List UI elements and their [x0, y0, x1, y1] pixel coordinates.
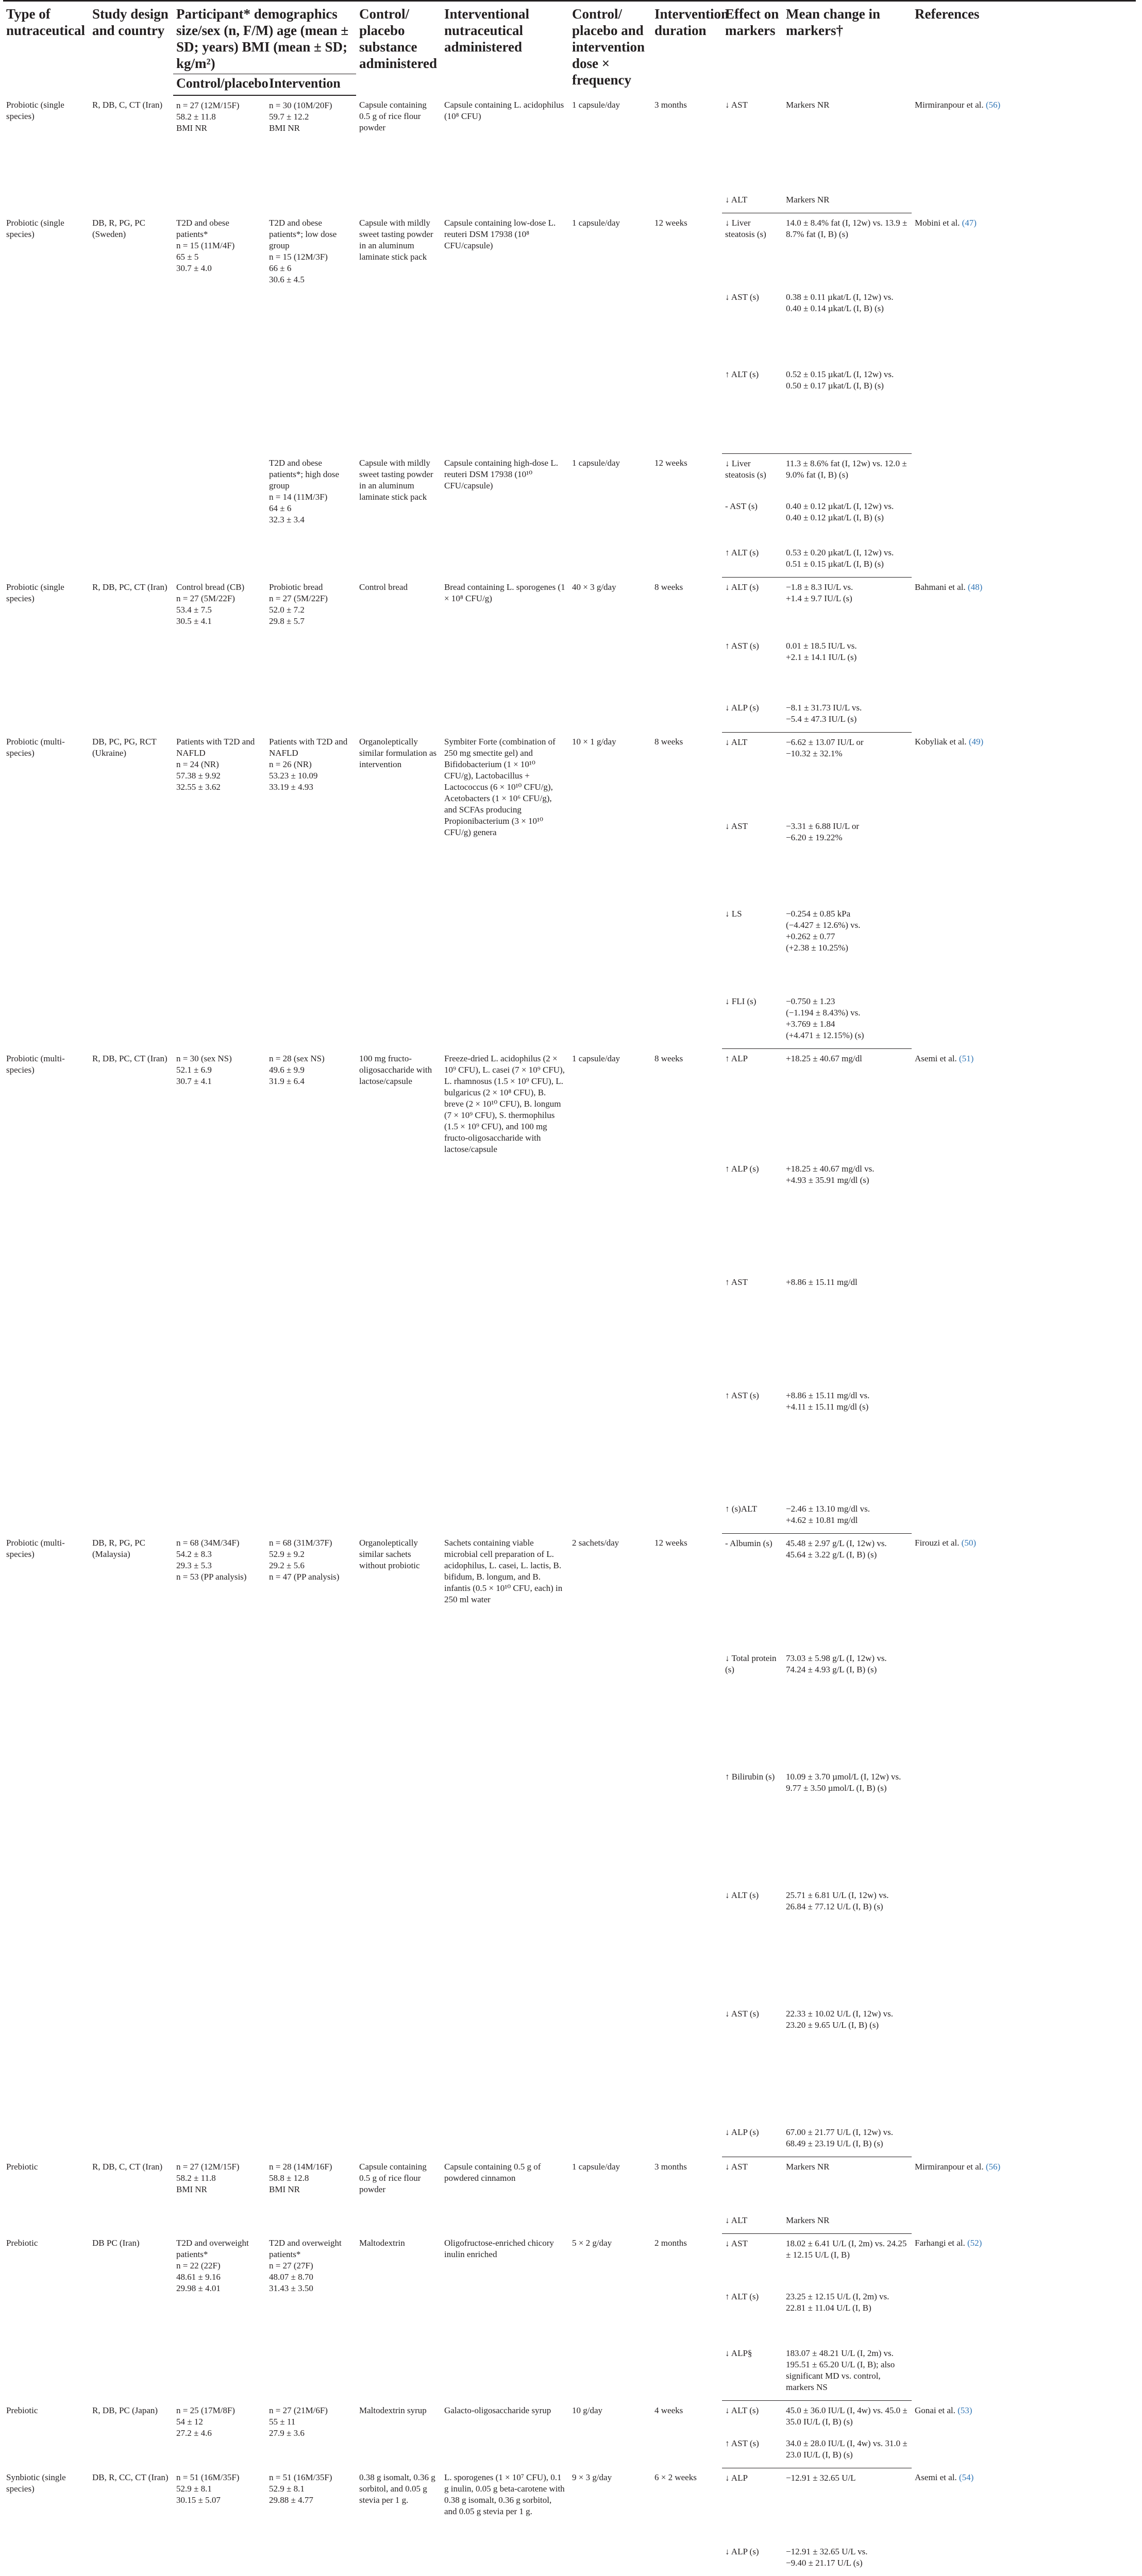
effect-cell: ↑ (s)ALT — [722, 1502, 783, 1534]
change-cell: −0.254 ± 0.85 kPa (−4.427 ± 12.6%) vs. +0.262 ± 0.77 (+2.38 ± 10.25%) — [786, 909, 861, 953]
effect-cell: ↑ AST (s) — [725, 640, 759, 651]
reference-author: Bahmani et al. — [915, 582, 966, 592]
reference-number-link[interactable]: (47) — [960, 217, 977, 228]
change-cell — [783, 445, 912, 454]
effect-cell: ↓ ALT — [725, 737, 748, 747]
duration-cell: 8 weeks — [654, 1053, 683, 1063]
table-row — [3, 2233, 1136, 2290]
change-cell: −2.46 ± 13.10 mg/dl vs. +4.62 ± 10.81 mg/dl — [783, 1502, 912, 1534]
intervention-demographics-cell: n = 68 (31M/37F) 52.9 ± 9.2 29.2 ± 5.6 n = 47 (PP analysis) — [269, 1538, 340, 1582]
table-row — [3, 732, 1136, 820]
dose-cell: 10 g/day — [572, 2405, 603, 2415]
duration-cell: 8 weeks — [654, 582, 683, 592]
placebo-cell: Organoleptically similar formulation as intervention — [359, 737, 437, 769]
reference-author: Asemi et al. — [915, 2472, 957, 2482]
control-demographics-cell: n = 25 (17M/8F) 54 ± 12 27.2 ± 4.6 — [176, 2405, 235, 2438]
effect-cell: ↓ ALP§ — [722, 2347, 783, 2401]
dose-cell: 2 sachets/day — [572, 1538, 619, 1548]
reference-cell — [912, 95, 1136, 213]
control-demographics-cell: n = 30 (sex NS) 52.1 ± 6.9 30.7 ± 4.1 — [176, 1053, 232, 1086]
reference-author: Farhangi et al. — [915, 2238, 965, 2248]
header-intervention-administered: Interventional nutraceutical administered — [441, 1, 569, 96]
effect-cell: ↓ ALP (s) — [725, 2547, 759, 2556]
dose-cell: 1 capsule/day — [572, 100, 620, 110]
change-cell: 0.01 ± 18.5 IU/L vs. +2.1 ± 14.1 IU/L (s) — [786, 640, 857, 662]
design-cell: R, DB, C, CT (Iran) — [92, 100, 163, 110]
reference-cell — [912, 1049, 1136, 1534]
table-row — [3, 2468, 1136, 2545]
change-cell: −12.91 ± 32.65 U/L vs. −9.40 ± 21.17 U/L (s) — [786, 2547, 868, 2568]
change-cell: Markers NR — [783, 2214, 912, 2234]
reference-number-link[interactable]: (48) — [965, 582, 983, 592]
reference-cell — [912, 213, 1136, 454]
intervention-demographics-cell: Patients with T2D and NAFLD n = 26 (NR) 53.23 ± 10.09 33.19 ± 4.93 — [269, 737, 348, 792]
reference-number-link[interactable]: (51) — [956, 1053, 974, 1063]
duration-cell: 12 weeks — [654, 458, 687, 468]
duration-cell: 12 weeks — [654, 1538, 687, 1548]
change-cell: 73.03 ± 5.98 g/L (I, 12w) vs. 74.24 ± 4.93 g/L (I, B) (s) — [786, 1653, 887, 1674]
reference-number-link[interactable]: (50) — [959, 1538, 976, 1548]
control-demographics-cell: Control bread (CB) n = 27 (5M/22F) 53.4 ± 7.5 30.5 ± 4.1 — [176, 582, 245, 626]
change-cell: Markers NR — [783, 193, 912, 213]
type-cell: Synbiotic (single species) — [6, 2472, 66, 2494]
control-demographics-cell: n = 51 (16M/35F) 52.9 ± 8.1 30.15 ± 5.07 — [176, 2472, 240, 2505]
intervention-demographics-cell: T2D and obese patients*; high dose group n = 14 (11M/3F) 64 ± 6 32.3 ± 3.4 — [269, 458, 339, 524]
change-cell: −0.750 ± 1.23 (−1.194 ± 8.43%) vs. +3.769 ± 1.84 (+4.471 ± 12.15%) (s) — [783, 995, 912, 1049]
header-type: Type of nutraceutical — [3, 1, 89, 96]
reference-cell — [912, 732, 1136, 1049]
placebo-cell: Capsule with mildly sweet tasting powder in an aluminum laminate stick pack — [359, 217, 433, 262]
dose-cell: 5 × 2 g/day — [572, 2238, 612, 2248]
change-cell: 0.52 ± 0.15 µkat/L (I, 12w) vs. 0.50 ± 0.17 µkat/L (I, B) (s) — [786, 369, 894, 391]
header-intervention: Intervention — [266, 74, 356, 96]
reference-number-link[interactable]: (49) — [966, 737, 984, 747]
duration-cell: 3 months — [654, 2161, 687, 2172]
effect-cell: - AST (s) — [725, 501, 758, 511]
effect-cell: ↓ AST — [725, 2162, 748, 2172]
intervention-demographics-cell: Probiotic bread n = 27 (5M/22F) 52.0 ± 7.2 29.8 ± 5.7 — [269, 582, 328, 626]
header-control-placebo: Control/placebo — [173, 74, 266, 96]
reference-cell — [912, 1533, 1136, 2157]
control-demographics-cell: T2D and obese patients* n = 15 (11M/4F) 65 ± 5 30.7 ± 4.0 — [176, 217, 235, 273]
reference-cell — [912, 578, 1136, 733]
intervention-administered-cell: Sachets containing viable microbial cell preparation of L. acidophilus, L. casei, L. lactis, B. bifidum, B. longum, and B. infantis (0.5 × 10¹⁰ CFU, each) in 250 ml water — [444, 1538, 563, 1604]
type-cell: Prebiotic — [6, 2161, 38, 2172]
intervention-administered-cell: Symbiter Forte (combination of 250 mg smectite gel) and Bifidobacterium (1 × 10¹⁰ CFU/g), Lactobacillus + Lactococcus (6 × 10¹⁰ CFU/g), Acetobacters (1 × 10⁶ CFU/g), and SCFAs producing Propionibacterium (3 × 10¹⁰ CFU/g) genera — [444, 737, 556, 837]
intervention-administered-cell: Capsule containing high-dose L. reuteri DSM 17938 (10¹⁰ CFU/capsule) — [444, 458, 558, 490]
type-cell: Probiotic (multi-species) — [6, 737, 65, 758]
effect-cell: ↓ ALT — [722, 2214, 783, 2234]
change-cell: −12.91 ± 32.65 U/L — [786, 2472, 856, 2483]
effect-cell: ↓ ALP (s) — [722, 701, 783, 733]
control-demographics-cell: n = 27 (12M/15F) 58.2 ± 11.8 BMI NR — [176, 100, 240, 133]
table-row — [3, 213, 1136, 291]
control-demographics-cell: n = 27 (12M/15F) 58.2 ± 11.8 BMI NR — [176, 2161, 240, 2194]
table-row — [3, 578, 1136, 639]
control-demographics-cell: T2D and overweight patients* n = 22 (22F) 48.61 ± 9.16 29.98 ± 4.01 — [176, 2238, 249, 2293]
reference-author: Firouzi et al. — [915, 1538, 960, 1548]
header-duration: Intervention duration — [651, 1, 722, 96]
change-cell: 45.48 ± 2.97 g/L (I, 12w) vs. 45.64 ± 3.22 g/L (I, B) (s) — [786, 1538, 887, 1560]
change-cell: 34.0 ± 28.0 IU/L (I, 4w) vs. 31.0 ± 23.0 IU/L (I, B) (s) — [783, 2437, 912, 2468]
dose-cell: 1 capsule/day — [572, 458, 620, 468]
effect-cell: ↑ ALP — [725, 1054, 748, 1063]
placebo-cell: Capsule with mildly sweet tasting powder in an aluminum laminate stick pack — [359, 458, 433, 502]
design-cell: DB, PC, PG, RCT (Ukraine) — [92, 737, 157, 758]
effect-cell: ↓ ALT — [722, 193, 783, 213]
table-row — [3, 95, 1136, 193]
placebo-cell: 0.38 g isomalt, 0.36 g sorbitol, and 0.05 g stevia per 1 g. — [359, 2472, 435, 2505]
reference-author: Mobini et al. — [915, 217, 960, 228]
header-references: References — [912, 1, 1136, 96]
intervention-administered-cell: L. sporogenes (1 × 10⁷ CFU), 0.1 g inulin, 0.05 g beta-carotene with 0.38 g isomalt, 0.36 g sorbitol, and 0.05 g stevia per 1 g. — [444, 2472, 565, 2516]
change-cell: −6.62 ± 13.07 IU/L or −10.32 ± 32.1% — [786, 737, 864, 758]
header-participant: Participant* demographics size/sex (n, F/M) age (mean ± SD; years) BMI (mean ± SD; kg/m²) — [173, 1, 356, 74]
dose-cell: 1 capsule/day — [572, 1053, 620, 1063]
effect-cell: - Albumin (s) — [725, 1538, 772, 1548]
intervention-administered-cell: Freeze-dried L. acidophilus (2 × 10⁹ CFU), L. casei (7 × 10⁹ CFU), L. rhamnosus (1.5 × 10⁹ CFU), L. bulgaricus (2 × 10⁸ CFU), B. breve (2 × 10¹⁰ CFU), B. longum (7 × 10⁹ CFU), S. thermophilus (1.5 × 10⁹ CFU), and 100 mg fructo-oligosaccharide with lactose/capsule — [444, 1053, 565, 1154]
intervention-demographics-cell: T2D and overweight patients* n = 27 (27F) 48.07 ± 8.70 31.43 ± 3.50 — [269, 2238, 342, 2293]
reference-author: Mirmiranpour et al. — [915, 100, 984, 110]
reference-author: Gonai et al. — [915, 2405, 955, 2415]
change-cell: −8.1 ± 31.73 IU/L vs. −5.4 ± 47.3 IU/L (s) — [783, 701, 912, 733]
effect-cell — [722, 445, 783, 454]
intervention-administered-cell: Capsule containing low-dose L. reuteri DSM 17938 (10⁸ CFU/capsule) — [444, 217, 556, 250]
change-cell: 67.00 ± 21.77 U/L (I, 12w) vs. 68.49 ± 23.19 U/L (I, B) (s) — [783, 2126, 912, 2157]
design-cell — [89, 453, 173, 578]
intervention-demographics-cell: n = 28 (sex NS) 49.6 ± 9.9 31.9 ± 6.4 — [269, 1053, 325, 1086]
reference-cell — [912, 453, 1136, 578]
reference-author: Kobyliak et al. — [915, 737, 967, 747]
type-cell — [3, 453, 89, 578]
header-change: Mean change in markers† — [783, 1, 912, 96]
change-cell: 14.0 ± 8.4% fat (I, 12w) vs. 13.9 ± 8.7% fat (I, B) (s) — [786, 218, 908, 239]
reference-cell — [912, 2468, 1136, 2576]
design-cell: DB, R, CC, CT (Iran) — [92, 2472, 169, 2482]
change-cell: 18.02 ± 6.41 U/L (I, 2m) vs. 24.25 ± 12.15 U/L (I, B) — [786, 2238, 907, 2260]
placebo-cell: Capsule containing 0.5 g of rice flour powder — [359, 2161, 427, 2194]
effect-cell: ↓ Liver steatosis (s) — [725, 218, 766, 239]
effect-cell: ↓ ALT (s) — [725, 582, 759, 592]
duration-cell: 2 months — [654, 2238, 687, 2248]
design-cell: R, DB, PC, CT (Iran) — [92, 1053, 167, 1063]
effect-cell: ↓ AST — [725, 821, 748, 831]
intervention-demographics-cell: n = 28 (14M/16F) 58.8 ± 12.8 BMI NR — [269, 2161, 332, 2194]
table-header — [3, 1, 1136, 96]
type-cell: Prebiotic — [6, 2405, 38, 2415]
change-cell: 11.3 ± 8.6% fat (I, 12w) vs. 12.0 ± 9.0% fat (I, B) (s) — [786, 458, 907, 480]
table-row — [3, 2401, 1136, 2437]
design-cell: DB, R, PG, PC (Malaysia) — [92, 1538, 145, 1559]
reference-author: Asemi et al. — [915, 1053, 957, 1063]
intervention-demographics-cell: n = 51 (16M/35F) 52.9 ± 8.1 29.88 ± 4.77 — [269, 2472, 332, 2505]
intervention-administered-cell: Capsule containing L. acidophilus (10⁸ CFU) — [444, 100, 564, 121]
dose-cell: 1 capsule/day — [572, 2161, 620, 2172]
change-cell: +18.25 ± 40.67 mg/dl vs. +4.93 ± 35.91 mg/dl (s) — [786, 1163, 875, 1185]
effect-cell: ↓ AST (s) — [725, 2009, 759, 2019]
effect-cell: ↓ ALT (s) — [725, 2405, 759, 2415]
placebo-cell: Organoleptically similar sachets without probiotic — [359, 1538, 420, 1570]
design-cell: R, DB, PC, CT (Iran) — [92, 582, 167, 592]
dose-cell: 9 × 3 g/day — [572, 2472, 612, 2482]
type-cell: Probiotic (single species) — [6, 100, 64, 121]
effect-cell: ↓ AST — [725, 100, 748, 110]
reference-number-link[interactable]: (56) — [983, 2161, 1001, 2172]
table-body — [3, 95, 1136, 2576]
effect-cell: ↑ AST (s) — [722, 2437, 783, 2468]
control-demographics-cell — [173, 453, 266, 578]
change-cell: 10.09 ± 3.70 µmol/L (I, 12w) vs. 9.77 ± 3.50 µmol/L (I, B) (s) — [786, 1772, 901, 1793]
design-cell: R, DB, C, CT (Iran) — [92, 2161, 163, 2172]
design-cell: DB, R, PG, PC (Sweden) — [92, 217, 145, 239]
change-cell: Markers NR — [786, 2162, 830, 2172]
design-cell: DB PC (Iran) — [92, 2238, 140, 2248]
intervention-administered-cell: Galacto-oligosaccharide syrup — [444, 2405, 551, 2415]
reference-cell — [912, 2157, 1136, 2234]
change-cell: 23.25 ± 12.15 U/L (I, 2m) vs. 22.81 ± 11.04 U/L (I, B) — [786, 2292, 889, 2313]
placebo-cell: Capsule containing 0.5 g of rice flour powder — [359, 100, 427, 132]
intervention-administered-cell: Capsule containing 0.5 g of powdered cinnamon — [444, 2161, 541, 2183]
change-cell: 25.71 ± 6.81 U/L (I, 12w) vs. 26.84 ± 77.12 U/L (I, B) (s) — [786, 1890, 889, 1911]
reference-author: Mirmiranpour et al. — [915, 2161, 984, 2172]
dose-cell: 40 × 3 g/day — [572, 582, 616, 592]
placebo-cell: Control bread — [359, 582, 408, 592]
type-cell: Probiotic (single species) — [6, 217, 64, 239]
change-cell: 45.0 ± 36.0 IU/L (I, 4w) vs. 45.0 ± 35.0 IU/L (I, B) (s) — [786, 2405, 908, 2427]
intervention-administered-cell: Bread containing L. sporogenes (1 × 10⁸ CFU/g) — [444, 582, 565, 603]
effect-cell: ↓ Liver steatosis (s) — [725, 458, 766, 480]
header-design: Study design and country — [89, 1, 173, 96]
effect-cell: ↓ ALP (s) — [722, 2126, 783, 2157]
effect-cell: ↓ FLI (s) — [722, 995, 783, 1049]
dose-cell: 1 capsule/day — [572, 217, 620, 228]
change-cell: 183.07 ± 48.21 U/L (I, 2m) vs. 195.51 ± 65.20 U/L (I, B); also significant MD vs. control, markers NS — [783, 2347, 912, 2401]
reference-cell — [912, 2233, 1136, 2401]
effect-cell: ↓ Total protein (s) — [725, 1653, 777, 1674]
change-cell: 0.38 ± 0.11 µkat/L (I, 12w) vs. 0.40 ± 0.14 µkat/L (I, B) (s) — [786, 292, 894, 313]
header-dose: Control/ placebo and intervention dose × frequency — [569, 1, 651, 96]
change-cell: −3.31 ± 6.88 IU/L or −6.20 ± 19.22% — [786, 821, 859, 842]
design-cell: R, DB, PC (Japan) — [92, 2405, 158, 2415]
effect-cell: ↑ Bilirubin (s) — [725, 1772, 775, 1782]
intervention-demographics-cell: T2D and obese patients*; low dose group n = 15 (12M/3F) 66 ± 6 30.6 ± 4.5 — [269, 217, 337, 284]
reference-number-link[interactable]: (53) — [955, 2405, 972, 2415]
effect-cell: ↑ ALT (s) — [722, 546, 783, 578]
placebo-cell: 100 mg fructo-oligosaccharide with lactose/capsule — [359, 1053, 432, 1086]
duration-cell: 3 months — [654, 100, 687, 110]
control-demographics-cell: n = 68 (34M/34F) 54.2 ± 8.3 29.3 ± 5.3 n = 53 (PP analysis) — [176, 1538, 247, 1582]
header-placebo: Control/ placebo substance administered — [356, 1, 441, 96]
intervention-administered-cell: Oligofructose-enriched chicory inulin enriched — [444, 2238, 554, 2259]
change-cell: −1.8 ± 8.3 IU/L vs. +1.4 ± 9.7 IU/L (s) — [786, 582, 853, 603]
duration-cell: 8 weeks — [654, 737, 683, 747]
effect-cell: ↑ AST — [725, 1277, 748, 1287]
type-cell: Probiotic (single species) — [6, 582, 64, 603]
effect-cell: ↑ AST (s) — [725, 1390, 759, 1400]
change-cell: 0.53 ± 0.20 µkat/L (I, 12w) vs. 0.51 ± 0.15 µkat/L (I, B) (s) — [783, 546, 912, 578]
effect-cell: ↓ ALP — [725, 2472, 748, 2483]
type-cell: Probiotic (multi-species) — [6, 1538, 65, 1559]
placebo-cell: Maltodextrin syrup — [359, 2405, 427, 2415]
placebo-cell: Maltodextrin — [359, 2238, 405, 2248]
reference-number-link[interactable]: (52) — [965, 2238, 982, 2248]
effect-cell: ↓ AST — [725, 2238, 748, 2248]
table-row — [3, 1533, 1136, 1652]
intervention-demographics-cell: n = 30 (10M/20F) 59.7 ± 12.2 BMI NR — [269, 100, 332, 133]
duration-cell: 6 × 2 weeks — [654, 2472, 697, 2482]
change-cell: 0.40 ± 0.12 µkat/L (I, 12w) vs. 0.40 ± 0.12 µkat/L (I, B) (s) — [786, 501, 894, 522]
control-demographics-cell: Patients with T2D and NAFLD n = 24 (NR) 57.38 ± 9.92 32.55 ± 3.62 — [176, 737, 255, 792]
effect-cell: ↑ ALP (s) — [725, 1163, 759, 1174]
table-row — [3, 1049, 1136, 1162]
type-cell: Prebiotic — [6, 2238, 38, 2248]
reference-cell — [912, 2401, 1136, 2468]
reference-number-link[interactable]: (56) — [983, 100, 1001, 110]
change-cell: +18.25 ± 40.67 mg/dl — [786, 1054, 862, 1063]
header-effect: Effect on markers — [722, 1, 783, 96]
effect-cell: ↑ ALT (s) — [725, 2292, 759, 2301]
change-cell: +8.86 ± 15.11 mg/dl — [786, 1277, 858, 1287]
nutraceutical-table — [3, 0, 1136, 2576]
effect-cell: ↓ AST (s) — [725, 292, 759, 302]
duration-cell: 4 weeks — [654, 2405, 683, 2415]
table-row — [3, 453, 1136, 500]
effect-cell: ↓ LS — [725, 909, 742, 919]
dose-cell: 10 × 1 g/day — [572, 737, 616, 747]
effect-cell: ↑ ALT (s) — [725, 369, 759, 379]
effect-cell: ↓ ALT (s) — [725, 1890, 759, 1900]
change-cell: +8.86 ± 15.11 mg/dl vs. +4.11 ± 15.11 mg/dl (s) — [786, 1390, 870, 1412]
type-cell: Probiotic (multi-species) — [6, 1053, 65, 1075]
duration-cell: 12 weeks — [654, 217, 687, 228]
change-cell: 22.33 ± 10.02 U/L (I, 12w) vs. 23.20 ± 9.65 U/L (I, B) (s) — [786, 2009, 893, 2030]
intervention-demographics-cell: n = 27 (21M/6F) 55 ± 11 27.9 ± 3.6 — [269, 2405, 328, 2438]
change-cell: Markers NR — [786, 100, 830, 110]
table-row — [3, 2157, 1136, 2214]
reference-number-link[interactable]: (54) — [956, 2472, 974, 2482]
